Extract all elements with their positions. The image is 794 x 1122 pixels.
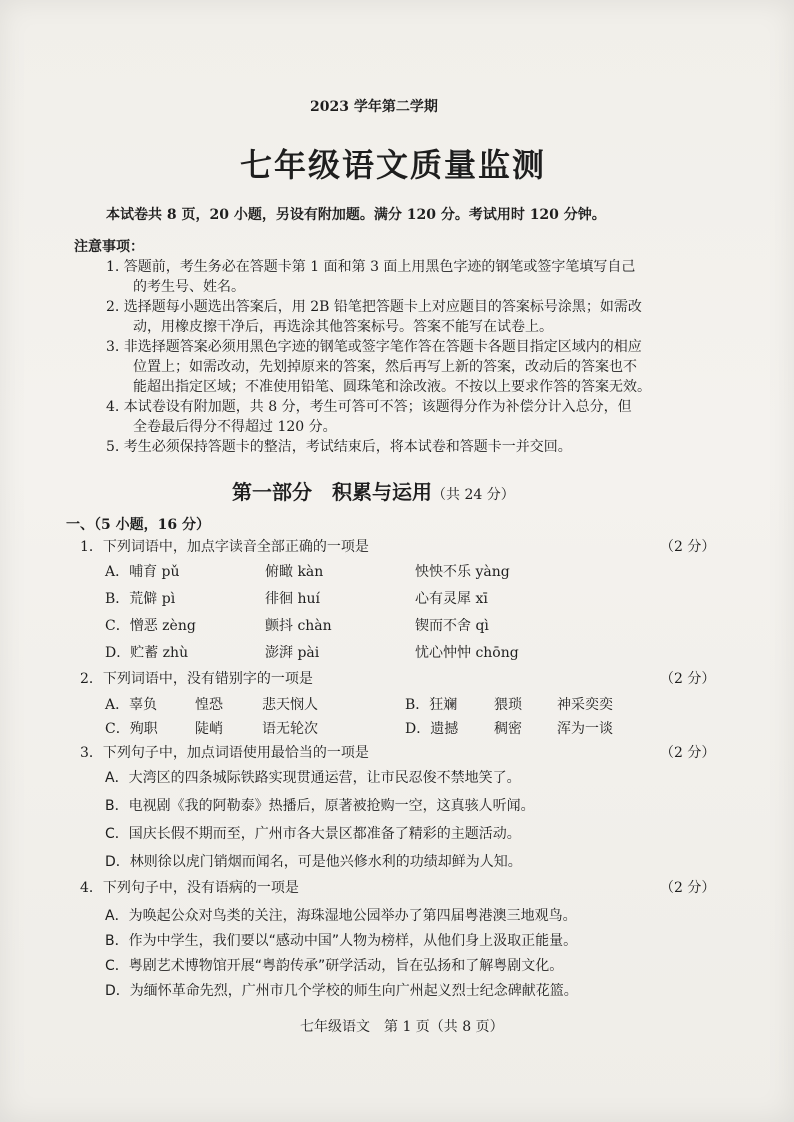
notice-line: 3. 非选择题答案必须用黑色字迹的钢笔或签字笔作答在答题卡各题目指定区域内的相应 [106, 339, 642, 355]
notice-line: 1. 答题前，考生务必在答题卡第 1 面和第 3 面上用黑色字迹的钢笔或签字笔填写自己 [106, 259, 636, 275]
option-cell: 锲而不舍 qì [415, 618, 489, 634]
question-score: （2 分） [660, 880, 716, 896]
option-cell: 澎湃 pài [265, 645, 320, 661]
option-b: B．作为中学生，我们要以“感动中国”人物为榜样，从他们身上汲取正能量。 [105, 933, 578, 949]
option-c: C．殉职 [105, 721, 158, 737]
part-points: （共 24 分） [432, 487, 515, 503]
option-cell: 俯瞰 kàn [265, 564, 324, 580]
option-d: D．为缅怀革命先烈，广州市几个学校的师生向广州起义烈士纪念碑献花篮。 [105, 983, 578, 999]
notice-heading: 注意事项： [74, 239, 144, 255]
option-cell: 颤抖 chàn [265, 618, 332, 634]
option-cell: 惶恐 [195, 697, 223, 713]
option-cell: 悲天悯人 [262, 697, 318, 713]
option-d: D．遗撼 [405, 721, 459, 737]
notice-line: 2. 选择题每小题选出答案后，用 2B 铅笔把答题卡上对应题目的答案标号涂黑；如需改 [106, 299, 642, 315]
option-a: A．为唤起公众对鸟类的关注，海珠湿地公园举办了第四届粤港澳三地观鸟。 [105, 908, 577, 924]
option-cell: 陡峭 [195, 721, 223, 737]
option-b: B．电视剧《我的阿勒泰》热播后，原著被抢购一空，这真骇人听闻。 [105, 798, 535, 814]
notice-line: 5. 考生必须保持答题卡的整洁，考试结束后，将本试卷和答题卡一并交回。 [106, 439, 572, 455]
exam-title: 七年级语文质量监测 [240, 146, 547, 184]
notice-line: 位置上；如需改动，先划掉原来的答案，然后再写上新的答案，改动后的答案也不 [133, 359, 637, 375]
option-a: A．辜负 [105, 697, 158, 713]
notice-line: 全卷最后得分不得超过 120 分。 [133, 419, 337, 435]
notice-line: 能超出指定区域；不准使用铅笔、圆珠笔和涂改液。不按以上要求作答的答案无效。 [133, 379, 651, 395]
part-title-text: 第一部分 积累与运用 [232, 480, 432, 504]
option-c: C．憎恶 zèng [105, 618, 196, 634]
option-cell: 忧心忡忡 chōng [415, 645, 519, 661]
option-d: D．林则徐以虎门销烟而闻名，可是他兴修水利的功绩却鲜为人知。 [105, 854, 522, 870]
notice-line: 动，用橡皮擦干净后，再选涂其他答案标号。答案不能写在试卷上。 [133, 319, 553, 335]
question-stem: 3．下列句子中，加点词语使用最恰当的一项是 [80, 745, 369, 761]
option-cell: 心有灵犀 xī [415, 591, 488, 607]
notice-line: 4. 本试卷设有附加题，共 8 分，考生可答可不答；该题得分作为补偿分计入总分，但 [106, 399, 632, 415]
page-footer: 七年级语文 第 1 页（共 8 页） [300, 1019, 504, 1035]
question-score: （2 分） [660, 671, 716, 687]
option-cell: 神采奕奕 [557, 697, 613, 713]
option-cell: 稠密 [494, 721, 522, 737]
option-d: D．贮蓄 zhù [105, 645, 189, 661]
option-a: A．哺育 pǔ [105, 564, 180, 580]
notice-line: 的考生号、姓名。 [133, 279, 245, 295]
option-a: A．大湾区的四条城际铁路实现贯通运营，让市民忍俊不禁地笑了。 [105, 770, 521, 786]
option-cell: 语无轮次 [262, 721, 318, 737]
option-cell: 怏怏不乐 yàng [415, 564, 510, 580]
option-cell: 徘徊 huí [265, 591, 320, 607]
question-stem: 4．下列句子中，没有语病的一项是 [80, 880, 299, 896]
question-score: （2 分） [660, 745, 716, 761]
section-heading: 一、（5 小题，16 分） [66, 517, 210, 533]
option-c: C．粤剧艺术博物馆开展“粤韵传承”研学活动，旨在弘扬和了解粤剧文化。 [105, 958, 564, 974]
part-title [232, 476, 515, 505]
question-score: （2 分） [660, 539, 716, 555]
option-cell: 猥琐 [494, 697, 522, 713]
exam-summary: 本试卷共 8 页，20 小题，另设有附加题。满分 120 分。考试用时 120 分钟。 [106, 207, 606, 223]
option-b: B．狂斓 [405, 697, 458, 713]
option-b: B．荒僻 pì [105, 591, 176, 607]
option-c: C．国庆长假不期而至，广州市各大景区都准备了精彩的主题活动。 [105, 826, 521, 842]
term-label: 2023 学年第二学期 [310, 99, 438, 115]
option-cell: 浑为一谈 [557, 721, 613, 737]
question-stem: 2．下列词语中，没有错别字的一项是 [80, 671, 313, 687]
question-stem: 1．下列词语中，加点字读音全部正确的一项是 [80, 539, 369, 555]
